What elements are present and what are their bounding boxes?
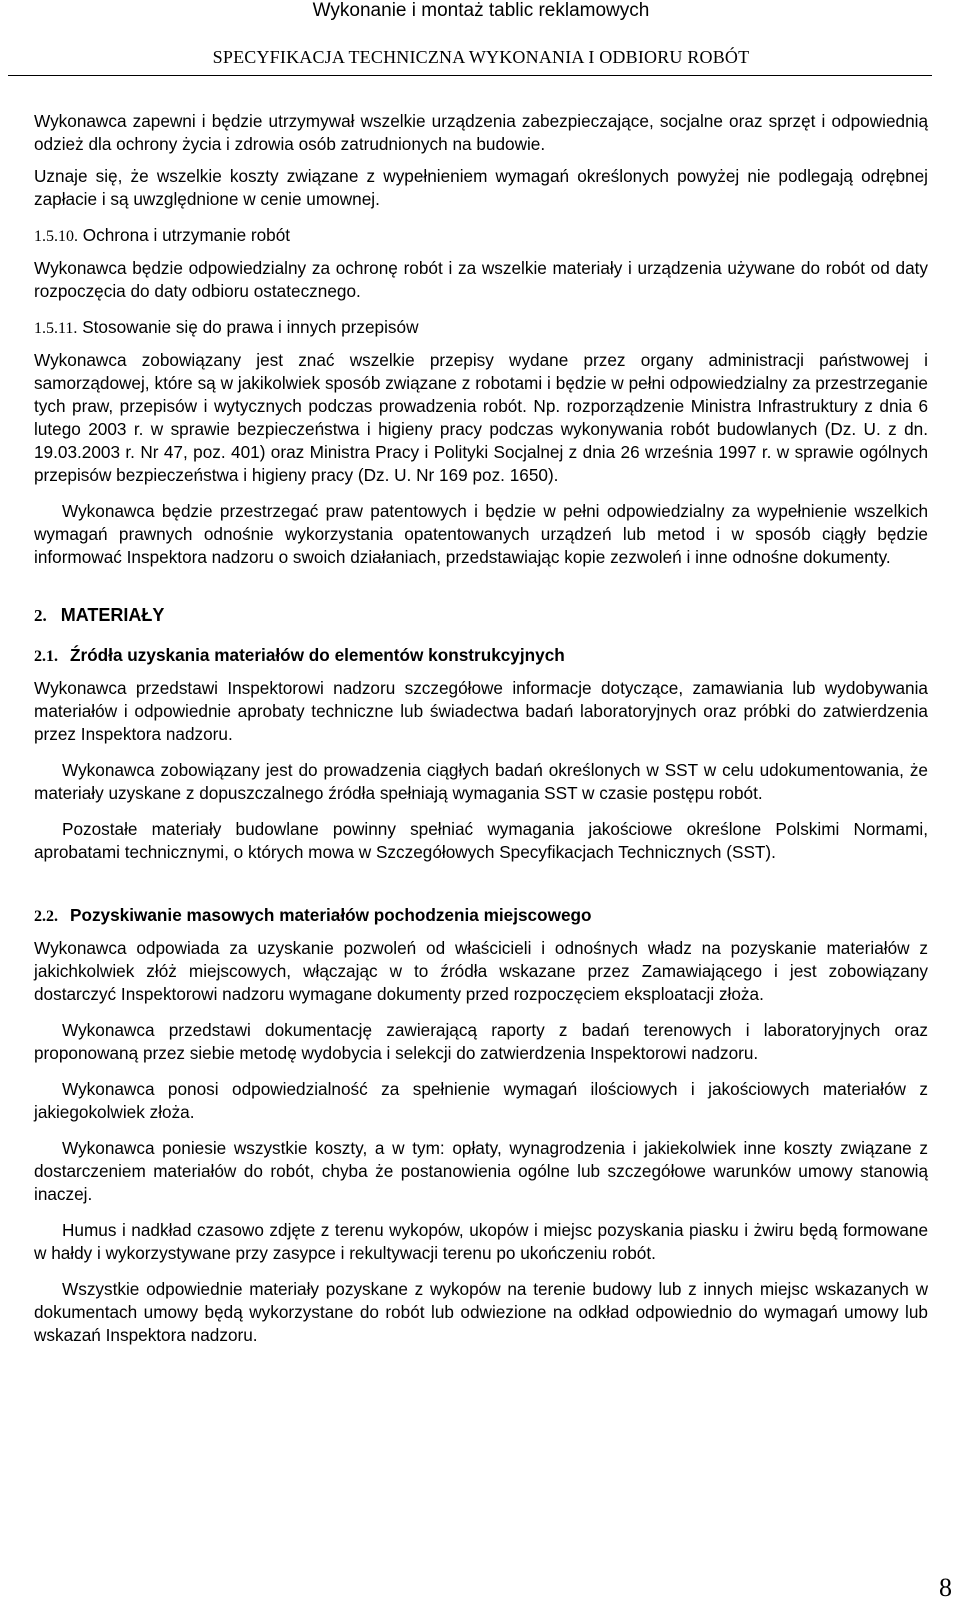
section-2-2-paragraph-6: Wszystkie odpowiednie materiały pozyskane z wykopów na terenie budowy lub z innych miejsc wskazanych w dokumentach umowy będą wykorzystane do robót lub odwiezione na odkład odpowiednio do wymagań umowy lub wskazań Inspektora nadzoru. <box>34 1279 928 1345</box>
section-title: Stosowanie się do prawa i innych przepisów <box>82 317 419 337</box>
page-number: 8 <box>939 1573 952 1602</box>
section-2-1-paragraph-1: Wykonawca przedstawi Inspektorowi nadzoru szczegółowe informacje dotyczące, zamawiania lub wydobywania materiałów i odpowiednie aprobaty techniczne lub świadectwa badań laboratoryjnych oraz próbki do zatwierdzenia przez Inspektora nadzoru. <box>34 678 928 744</box>
section-2-2-paragraph-3: Wykonawca ponosi odpowiedzialność za spełnienie wymagań ilościowych i jakościowych materiałów z jakiegokolwiek złoża. <box>34 1079 928 1122</box>
section-2-2-paragraph-4: Wykonawca poniesie wszystkie koszty, a w tym: opłaty, wynagrodzenia i jakiekolwiek inne koszty związane z dostarczeniem materiałów do robót, chyba że postanowienia ogólne lub szczegółowe warunków umowy stanowią inaczej. <box>34 1138 928 1204</box>
section-title: Źródła uzyskania materiałów do elementów konstrukcyjnych <box>70 645 565 665</box>
section-title: Pozyskiwanie masowych materiałów pochodzenia miejscowego <box>70 905 592 925</box>
section-number: 2. <box>34 606 47 625</box>
section-2-1-heading <box>34 644 928 668</box>
section-2-1-paragraph-3: Pozostałe materiały budowlane powinny spełniać wymagania jakościowe określone Polskimi Normami, aprobatami technicznymi, o których mowa w Szczegółowych Specyfikacjach Technicznych (SST). <box>34 819 928 862</box>
section-2-heading <box>34 603 928 628</box>
section-number: 1.5.11. <box>34 320 78 337</box>
section-title: Ochrona i utrzymanie robót <box>82 225 291 245</box>
section-number: 2.1. <box>34 648 58 665</box>
section-1-5-11-heading <box>34 316 928 340</box>
section-1-5-11-paragraph-1: Wykonawca zobowiązany jest znać wszelkie przepisy wydane przez organy administracji państwowej i samorządowej, które są w jakikolwiek sposób związane z robotami i będzie w pełni odpowiedzialny za przestrzeganie tych praw, przepisów i wytycznych podczas prowadzenia robót. Np. rozporządzenie Ministra Infrastruktury z dnia 6 lutego 2003 r. w sprawie bezpieczeństwa i higieny pracy podczas wykonywania robót budowlanych (Dz. U. z dn. 19.03.2003 r. Nr 47, poz. 401) oraz Ministra Pracy i Polityki Socjalnej z dnia 26 września 1997 r. w sprawie ogólnych przepisów bezpieczeństwa i higieny pracy (Dz. U. Nr 169 poz. 1650). <box>34 350 928 485</box>
section-1-5-11-paragraph-2: Wykonawca będzie przestrzegać praw patentowych i będzie w pełni odpowiedzialny za wypełnienie wszelkich wymagań prawnych odnośnie wykorzystania opatentowanych urządzeń lub metod i w sposób ciągły będzie informować Inspektora nadzoru o swoich działaniach, przedstawiając kopie zezwoleń i inne odnośne dokumenty. <box>34 501 928 567</box>
section-number: 1.5.10. <box>34 228 78 245</box>
section-2-2-heading <box>34 904 928 928</box>
section-2-1-paragraph-2: Wykonawca zobowiązany jest do prowadzenia ciągłych badań określonych w SST w celu udokumentowania, że materiały uzyskane z dopuszczalnego źródła spełniają wymagania SST w czasie postępu robót. <box>34 760 928 803</box>
section-2-2-paragraph-1: Wykonawca odpowiada za uzyskanie pozwoleń od właścicieli i odnośnych władz na pozyskanie materiałów z jakichkolwiek złóż miejscowych, włączając w to źródła wskazane przez Zamawiającego i jest zobowiązany dostarczyć Inspektorowi nadzoru wymagane dokumenty przed rozpoczęciem eksploatacji złoża. <box>34 938 928 1004</box>
document-body <box>34 110 928 1347</box>
section-2-2-paragraph-2: Wykonawca przedstawi dokumentację zawierającą raporty z badań terenowych i laboratoryjnych oraz proponowaną przez siebie metodę wydobycia i selekcji do zatwierdzenia Inspektorowi nadzoru. <box>34 1020 928 1063</box>
intro-paragraph-1: Wykonawca zapewni i będzie utrzymywał wszelkie urządzenia zabezpieczające, socjalne oraz sprzęt i odpowiednią odzież dla ochrony życia i zdrowia osób zatrudnionych na budowie. <box>34 111 928 154</box>
section-number: 2.2. <box>34 908 58 925</box>
section-2-2-paragraph-5: Humus i nadkład czasowo zdjęte z terenu wykopów, ukopów i miejsc pozyskania piasku i żwiru będą formowane w hałdy i wykorzystywane przy zasypce i rekultywacji terenu po ukończeniu robót. <box>34 1220 928 1263</box>
section-title: MATERIAŁY <box>60 605 165 625</box>
header-divider <box>8 75 932 76</box>
section-1-5-10-heading <box>34 224 928 248</box>
document-title: Wykonanie i montaż tablic reklamowych <box>312 0 650 21</box>
intro-paragraph-2: Uznaje się, że wszelkie koszty związane z wypełnieniem wymagań określonych powyżej nie podlegają odrębnej zapłacie i są uwzględnione w cenie umownej. <box>34 166 928 209</box>
section-1-5-10-paragraph-1: Wykonawca będzie odpowiedzialny za ochronę robót i za wszelkie materiały i urządzenia używane do robót od daty rozpoczęcia do daty odbioru ostatecznego. <box>34 258 928 301</box>
document-subtitle: SPECYFIKACJA TECHNICZNA WYKONANIA I ODBIORU ROBÓT <box>212 47 750 67</box>
